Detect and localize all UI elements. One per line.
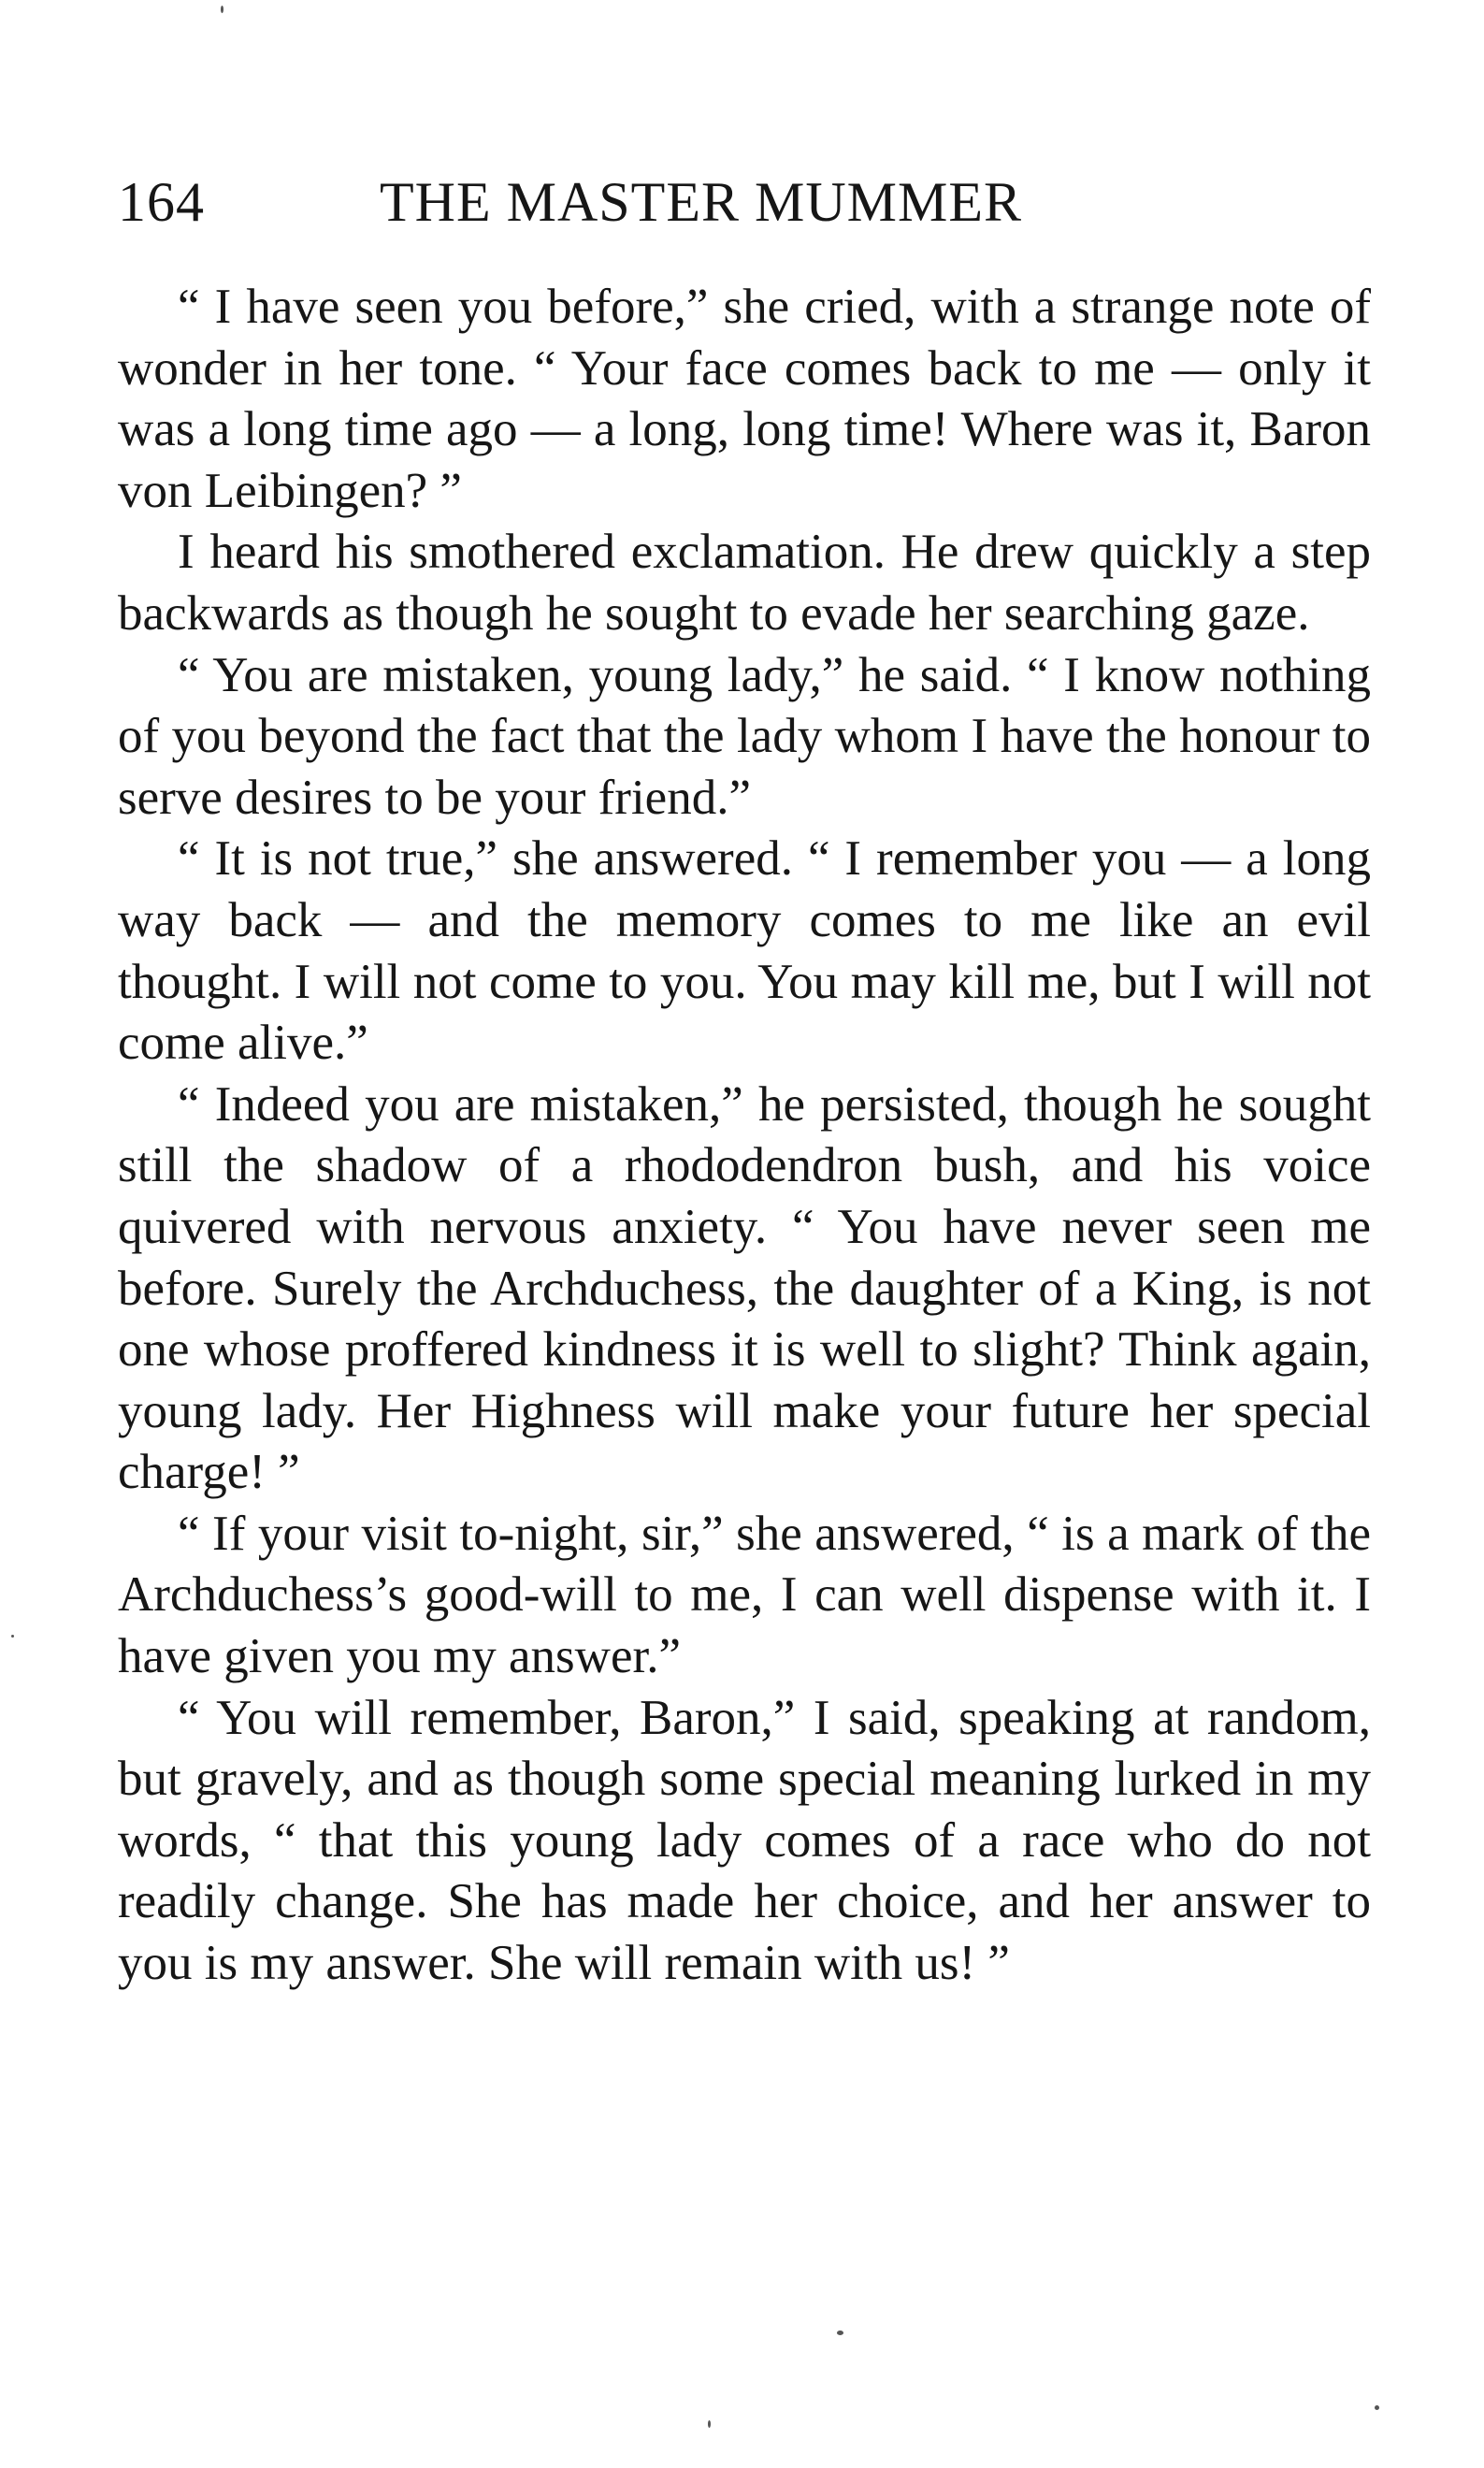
- paragraph: I heard his smothered exclamation. He drew quickly a step backwards as though he sought to evade her searching gaze.: [118, 525, 1371, 641]
- running-head: THE MASTER MUMMER: [380, 171, 1023, 233]
- scan-speck: [708, 2420, 711, 2428]
- paragraph: “ If your visit to-night, sir,” she answered, “ is a mark of the Archduchess’s good-will to me, I can well dispense with it. I have given you my answer.”: [118, 1506, 1371, 1684]
- body-text: [118, 277, 1371, 1995]
- paragraph: “ It is not true,” she answered. “ I remember you — a long way back — and the memory comes to me like an evil thought. I will not come to you. You may kill me, but I will not come alive.”: [118, 831, 1371, 1071]
- scan-speck: [11, 1635, 14, 1638]
- paragraph: “ You will remember, Baron,” I said, speaking at random, but gravely, and as though some special meaning lurked in my words, “ that this young lady comes of a race who do not readily change. She has made her choice, and her answer to you is my answer. She will remain with us! ”: [118, 1690, 1371, 1991]
- paragraph: “ You are mistaken, young lady,” he said. “ I know nothing of you beyond the fact that the lady whom I have the honour to serve desires to be your friend.”: [118, 647, 1371, 825]
- paragraph: “ Indeed you are mistaken,” he persisted, though he sought still the shadow of a rhododendron bush, and his voice quivered with nervous anxiety. “ You have never seen me before. Surely the Archduchess, the daughter of a King, is not one whose proffered kindness it is well to slight? Think again, young lady. Her Highness will make your future her special charge! ”: [118, 1076, 1371, 1500]
- page-number: 164: [118, 171, 205, 233]
- paragraph: “ I have seen you before,” she cried, with a strange note of wonder in her tone. “ Your face comes back to me — only it was a long time ago — a long, long time! Where was it, Baron von Leibingen? ”: [118, 280, 1371, 518]
- scan-speck: [837, 2331, 843, 2335]
- page-header: [118, 165, 1371, 239]
- scan-speck: [221, 6, 223, 13]
- scan-speck: [1375, 2405, 1379, 2410]
